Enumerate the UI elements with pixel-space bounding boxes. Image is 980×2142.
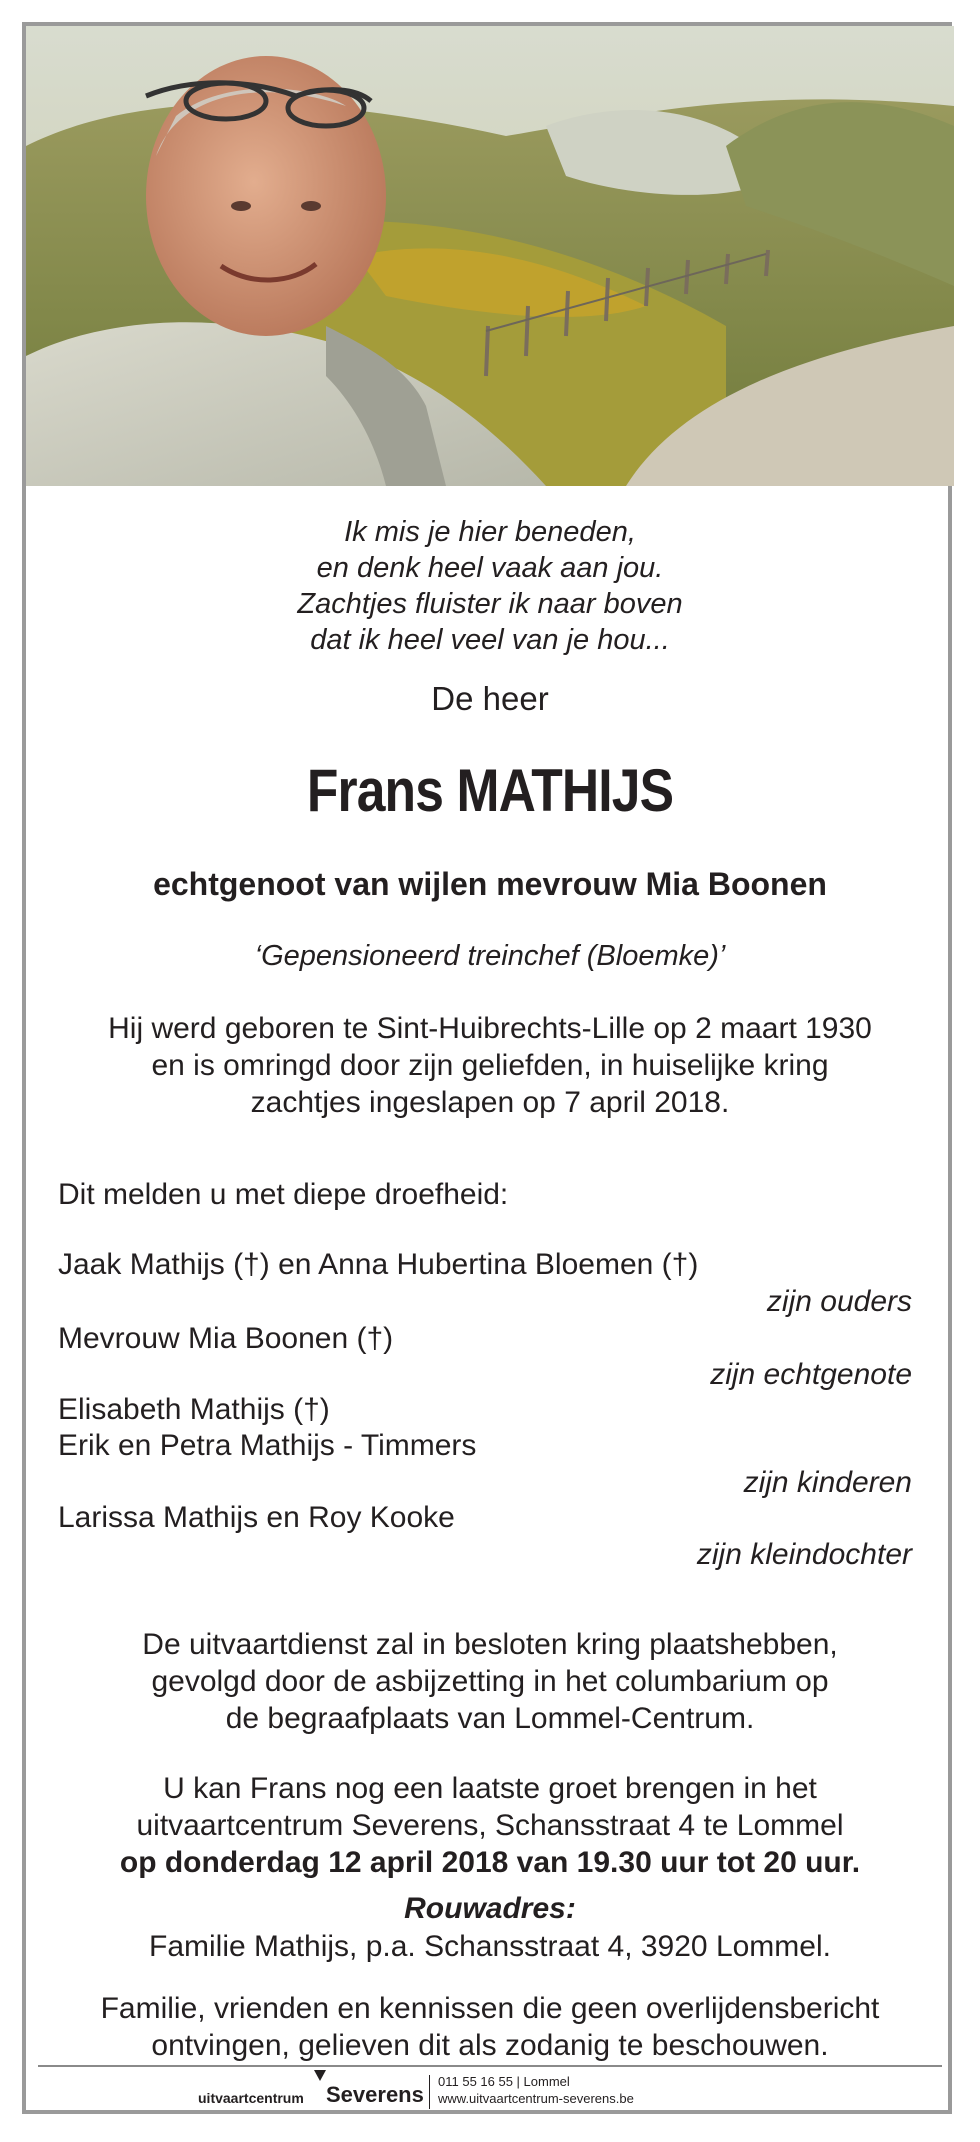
service-line: de begraafplaats van Lommel-Centrum. (225, 1702, 755, 1735)
notice-line: Familie, vrienden en kennissen die geen overlijdensbericht (100, 1992, 880, 2025)
family-parents: Jaak Mathijs (†) en Anna Hubertina Bloemen (†) (58, 1248, 699, 1281)
portrait-photo (26, 26, 954, 486)
relation-label: zijn echtgenote (710, 1358, 912, 1391)
spouse-line: echtgenoot van wijlen mevrouw Mia Boonen (153, 866, 827, 902)
family-spouse: Mevrouw Mia Boonen (†) (58, 1322, 394, 1355)
deceased-name: Frans MATHIJS (306, 757, 674, 824)
funeral-home-label: uitvaartcentrum (198, 2090, 304, 2106)
family-grandchild: Larissa Mathijs en Roy Kooke (58, 1501, 455, 1534)
visitation-line: uitvaartcentrum Severens, Schansstraat 4 te Lommel (136, 1809, 844, 1842)
notice-line: ontvingen, gelieven dit als zodanig te beschouwen. (151, 2029, 829, 2062)
family-list (58, 1178, 912, 1578)
visitation-line: U kan Frans nog een laatste groet brengen in het (163, 1772, 817, 1805)
family-child: Elisabeth Mathijs (†) (58, 1393, 330, 1426)
service-line: De uitvaartdienst zal in besloten kring plaatshebben, (142, 1628, 838, 1661)
funeral-home-website[interactable]: www.uitvaartcentrum-severens.be (438, 2091, 634, 2106)
relation-label: zijn kleindochter (696, 1538, 912, 1571)
poem-line: en denk heel vaak aan jou. (316, 552, 664, 584)
poem (26, 514, 954, 658)
family-child: Erik en Petra Mathijs - Timmers (58, 1429, 477, 1462)
funeral-home-phone: 011 55 16 55 | Lommel (438, 2074, 570, 2089)
birth-death-line: en is omringd door zijn geliefden, in huiselijke kring (151, 1049, 829, 1082)
honorific: De heer (431, 680, 549, 717)
visitation-text (26, 1770, 954, 1881)
poem-line: dat ik heel veel van je hou... (310, 624, 670, 656)
service-line: gevolgd door de asbijzetting in het columbarium op (151, 1665, 829, 1698)
announcement-intro: Dit melden u met diepe droefheid: (58, 1178, 509, 1211)
funeral-home-footer (198, 2068, 798, 2114)
birth-death-text (26, 1010, 954, 1121)
footer-divider (38, 2065, 942, 2067)
address-heading: Rouwadres: (404, 1892, 576, 1925)
service-text (26, 1626, 954, 1737)
occupation: ‘Gepensioneerd treinchef (Bloemke)’ (254, 940, 726, 972)
funeral-home-brand: Severens (326, 2082, 424, 2107)
footer-separator (429, 2075, 430, 2109)
triangle-logo-icon (314, 2070, 326, 2081)
poem-line: Ik mis je hier beneden, (344, 516, 636, 548)
mourning-address: Familie Mathijs, p.a. Schansstraat 4, 3920 Lommel. (149, 1930, 831, 1963)
notice-text (26, 1990, 954, 2064)
relation-label: zijn kinderen (743, 1466, 912, 1499)
poem-line: Zachtjes fluister ik naar boven (297, 588, 683, 620)
birth-death-line: zachtjes ingeslapen op 7 april 2018. (250, 1086, 730, 1119)
birth-death-line: Hij werd geboren te Sint-Huibrechts-Lille op 2 maart 1930 (108, 1012, 872, 1045)
visitation-datetime: op donderdag 12 april 2018 van 19.30 uur tot 20 uur. (119, 1846, 861, 1879)
relation-label: zijn ouders (766, 1285, 912, 1318)
